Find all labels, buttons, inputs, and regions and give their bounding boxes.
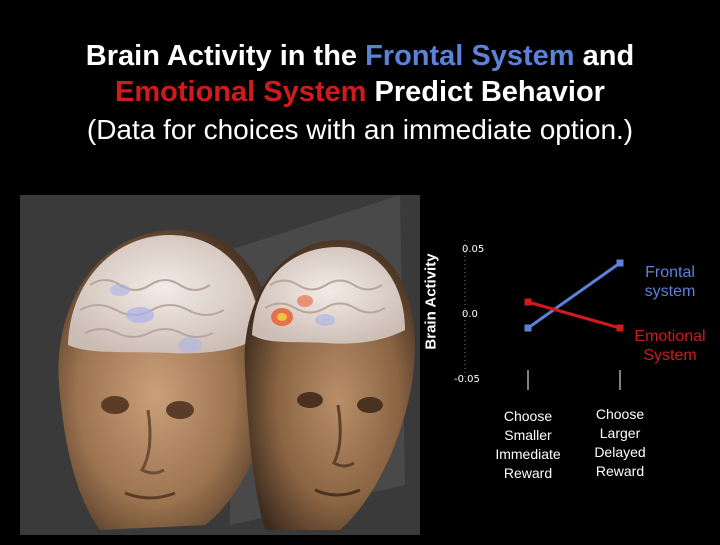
series-label-frontal: Frontal system — [644, 264, 696, 300]
y-tick-label: 0.0 — [462, 309, 478, 320]
title-part1: Brain Activity in the — [85, 40, 366, 72]
slide-title — [0, 38, 720, 110]
slide-subtitle: (Data for choices with an immediate option.) — [86, 114, 634, 145]
category-label-2: Choose Larger Delayed Reward — [594, 406, 646, 479]
title-emotional-system: Emotional System — [115, 76, 367, 108]
y-axis-label: Brain Activity — [422, 253, 440, 350]
y-tick-label: -0.05 — [454, 374, 480, 385]
brain-scan-image — [20, 195, 420, 535]
data-point-emotional-1 — [525, 299, 532, 306]
data-point-emotional-2 — [617, 325, 624, 332]
title-part2: and — [574, 40, 635, 72]
data-point-frontal-2 — [617, 260, 624, 267]
series-line-emotional — [528, 302, 620, 328]
line-chart — [420, 195, 720, 540]
title-frontal-system: Frontal System — [365, 40, 575, 72]
title-part3: Predict Behavior — [366, 76, 605, 108]
series-line-frontal — [528, 263, 620, 328]
series-label-emotional: Emotional System — [634, 328, 706, 364]
y-tick-label: 0.05 — [462, 244, 485, 255]
data-point-frontal-1 — [525, 325, 532, 332]
category-label-1: Choose Smaller Immediate Reward — [495, 408, 561, 481]
